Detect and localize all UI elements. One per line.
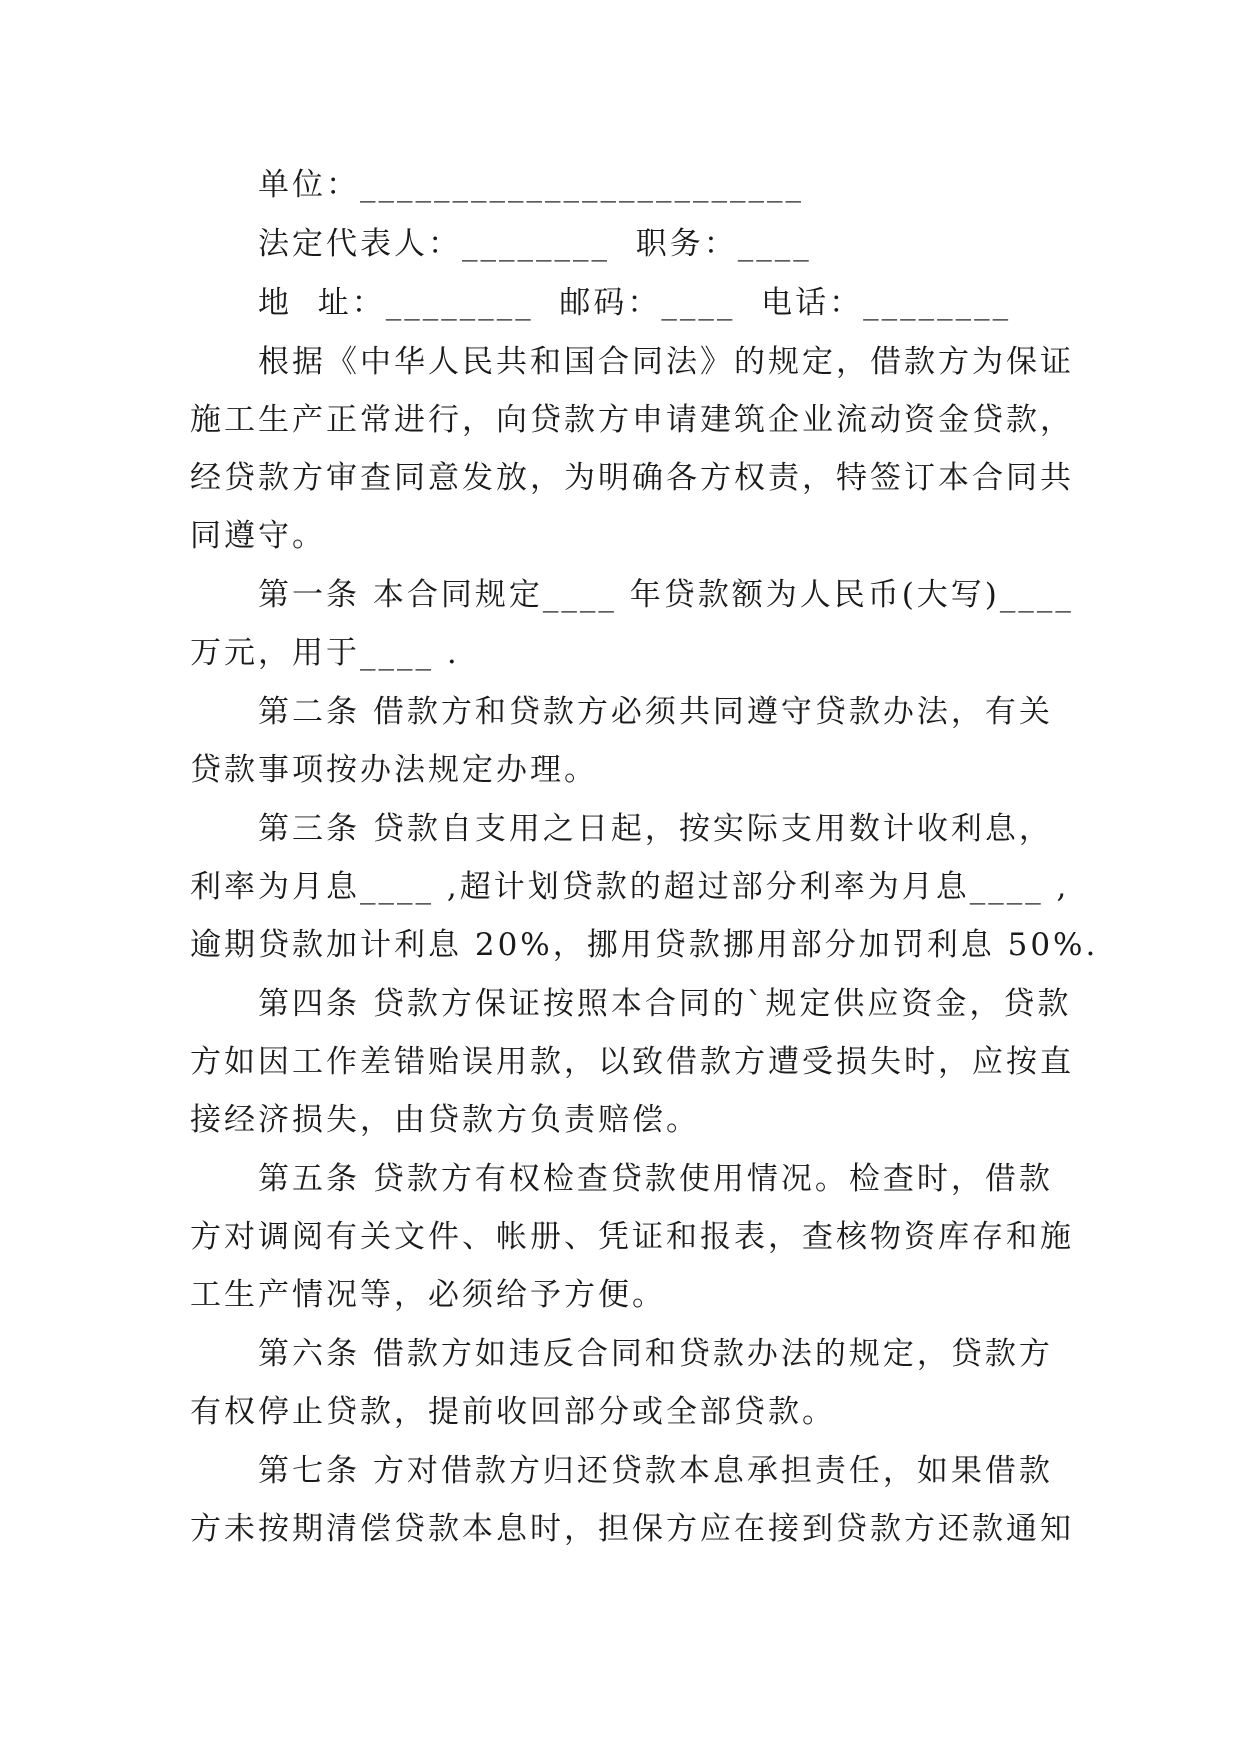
article-2-line: 贷款事项按办法规定办理。 [190,752,598,788]
article-3-line: 逾期贷款加计利息 20%，挪用贷款挪用部分加罚利息 50%. [190,927,1099,963]
article-5-line: 方对调阅有关文件、帐册、凭证和报表，查核物资库存和施 [190,1219,1074,1255]
body-line: 根据《中华人民共和国合同法》的规定，借款方为保证 [258,344,1074,380]
article-1-line: 万元，用于____ . [190,635,460,671]
article-5-line: 工生产情况等，必须给予方便。 [190,1277,666,1313]
article-7-line: 方未按期清偿贷款本息时，担保方应在接到贷款方还款通知 [190,1511,1074,1547]
article-5-line: 第五条 贷款方有权检查贷款使用情况。检查时，借款 [258,1161,1053,1197]
body-line: 同遵守。 [190,518,326,554]
article-2-line: 第二条 借款方和贷款方必须共同遵守贷款办法，有关 [258,694,1053,730]
article-7-line: 第七条 方对借款方归还贷款本息承担责任，如果借款 [258,1453,1053,1489]
unit-field: 单位：________________________ [258,167,804,203]
article-6-line: 有权停止贷款，提前收回部分或全部贷款。 [190,1394,836,1430]
body-line: 经贷款方审查同意发放，为明确各方权责，特签订本合同共 [190,460,1074,496]
article-1-line: 第一条 本合同规定____ 年贷款额为人民币(大写)____ [258,577,1074,613]
body-line: 施工生产正常进行，向贷款方申请建筑企业流动资金贷款， [190,402,1074,438]
legal-representative-field: 法定代表人：________ 职务：____ [258,226,812,262]
article-4-line: 方如因工作差错贻误用款，以致借款方遭受损失时，应按直 [190,1044,1074,1080]
article-3-line: 第三条 贷款自支用之日起，按实际支用数计收利息， [258,811,1053,847]
article-4-line: 接经济损失，由贷款方负责赔偿。 [190,1102,700,1138]
article-3-line: 利率为月息____ ,超计划贷款的超过部分利率为月息____ , [190,869,1070,905]
address-field: 地 址：________ 邮码：____ 电话：________ [258,285,1012,321]
article-6-line: 第六条 借款方如违反合同和贷款办法的规定，贷款方 [258,1336,1053,1372]
article-4-line: 第四条 贷款方保证按照本合同的`规定供应资金，贷款 [258,986,1072,1022]
